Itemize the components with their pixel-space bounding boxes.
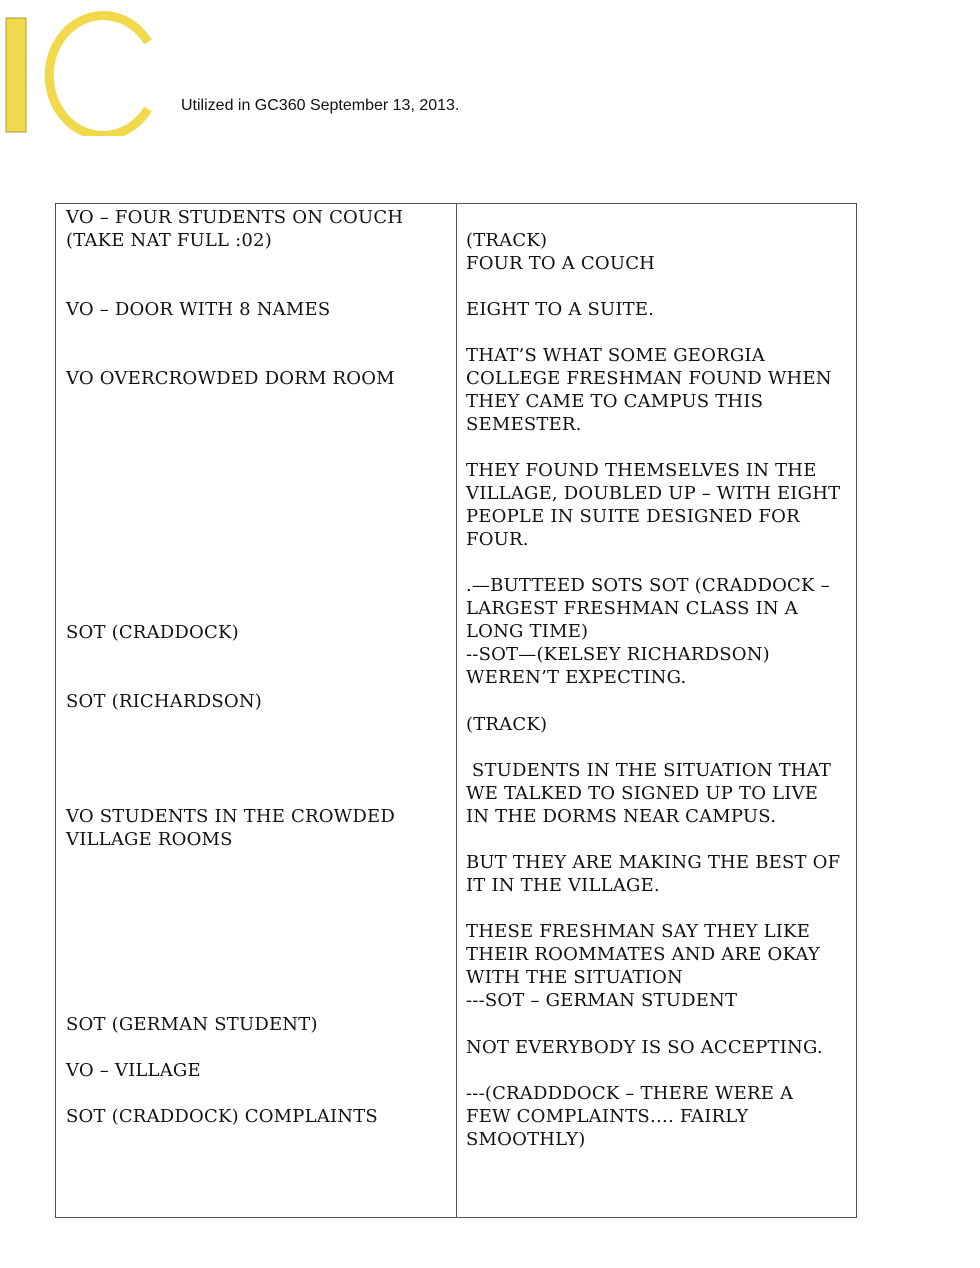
video-cue: VO OVERCROWDED DORM ROOM xyxy=(66,368,395,389)
audio-script: (TRACK) xyxy=(466,714,548,735)
video-cue: SOT (CRADDOCK) xyxy=(66,622,239,643)
logo-letter-i xyxy=(6,18,26,132)
audio-script: STUDENTS IN THE SITUATION THAT WE TALKED TO SIGNED UP TO LIVE IN THE DORMS NEAR CAMPUS. xyxy=(466,760,832,827)
ic-logo-graphic xyxy=(4,6,154,136)
video-cue: VO – VILLAGE xyxy=(66,1060,201,1081)
video-cue: VO STUDENTS IN THE CROWDED VILLAGE ROOMS xyxy=(66,806,395,850)
audio-script: BUT THEY ARE MAKING THE BEST OF IT IN THE VILLAGE. xyxy=(466,852,841,896)
audio-script: NOT EVERYBODY IS SO ACCEPTING. xyxy=(466,1037,823,1058)
audio-script: .—BUTTEED SOTS SOT (CRADDOCK – LARGEST FRESHMAN CLASS IN A LONG TIME) --SOT—(KELSEY RICHARDSON) WEREN’T EXPECTING. xyxy=(466,575,830,688)
audio-script: EIGHT TO A SUITE. xyxy=(466,299,655,320)
video-cue: VO – FOUR STUDENTS ON COUCH (TAKE NAT FULL :02) xyxy=(66,207,404,251)
column-divider xyxy=(456,204,457,1217)
video-cue: VO – DOOR WITH 8 NAMES xyxy=(66,299,331,320)
audio-script: (TRACK) FOUR TO A COUCH xyxy=(466,230,656,274)
document-caption: Utilized in GC360 September 13, 2013. xyxy=(181,97,460,114)
audio-script: THEY FOUND THEMSELVES IN THE VILLAGE, DOUBLED UP – WITH EIGHT PEOPLE IN SUITE DESIGNED FOR FOUR. xyxy=(466,460,841,550)
video-cue: SOT (RICHARDSON) xyxy=(66,691,263,712)
video-cue: SOT (CRADDOCK) COMPLAINTS xyxy=(66,1106,378,1127)
audio-script: THESE FRESHMAN SAY THEY LIKE THEIR ROOMMATES AND ARE OKAY WITH THE SITUATION ---SOT – GERMAN STUDENT xyxy=(466,921,820,1011)
ic-logo xyxy=(4,6,154,136)
audio-script: THAT’S WHAT SOME GEORGIA COLLEGE FRESHMAN FOUND WHEN THEY CAME TO CAMPUS THIS SEMESTER. xyxy=(466,345,832,435)
logo-letter-c xyxy=(49,16,148,136)
script-table xyxy=(55,203,857,1218)
audio-script: ---(CRADDDOCK – THERE WERE A FEW COMPLAINTS…. FAIRLY SMOOTHLY) xyxy=(466,1083,794,1150)
video-cue: SOT (GERMAN STUDENT) xyxy=(66,1014,318,1035)
